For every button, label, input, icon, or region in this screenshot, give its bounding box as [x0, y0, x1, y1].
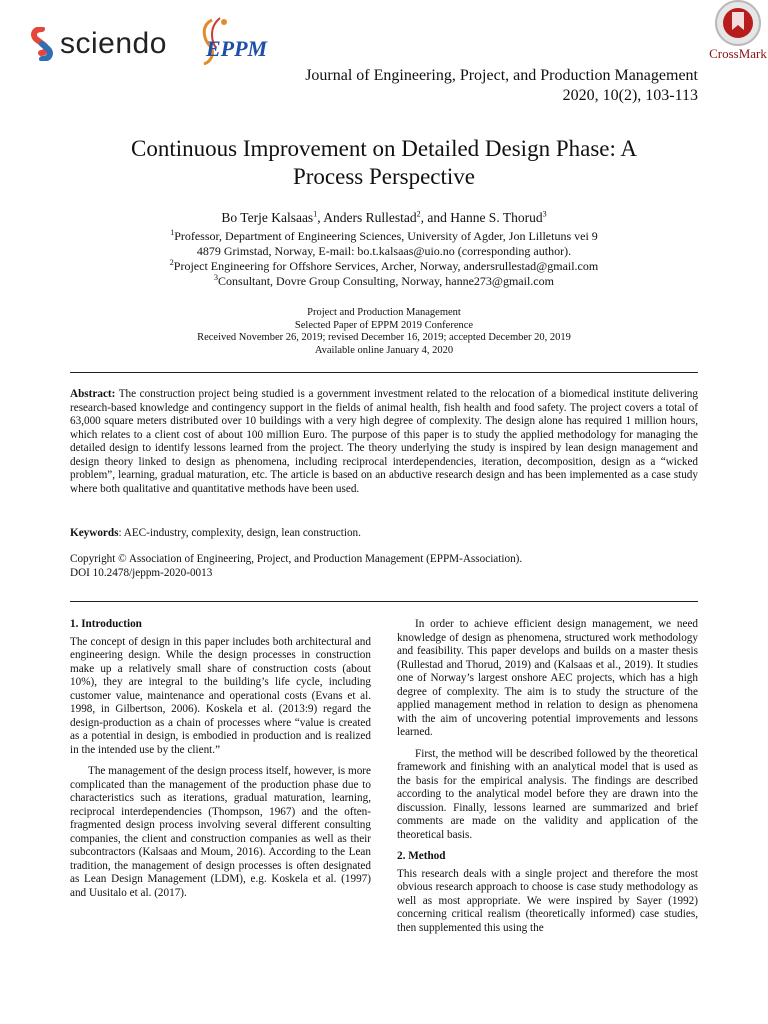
- crossmark-label: CrossMark: [709, 46, 767, 61]
- paragraph: The management of the design process itself, however, is more complicated than the management of the production phase due to characteristics such as iterations, gradual maturation, learning, reciprocal interdependencies (Thompson, 1967) and the often-fragmented design process involving several different consulting companies, the client and construction companies as well as their subcontractors (Kalsaas and Moum, 2016). According to the Lean tradition, the management of design processes is often designated as Lean Design Management (LDM), e.g. Koskela et al. (1997) and Uusitalo et al. (2017).: [70, 765, 371, 899]
- affiliation-text: Consultant, Dovre Group Consulting, Norway, hanne273@gmail.com: [218, 274, 554, 288]
- affiliation-line: [70, 259, 698, 274]
- affiliation-sup: 2: [169, 258, 174, 267]
- copyright-block: [70, 552, 698, 580]
- conference-line: Project and Production Management: [307, 307, 461, 318]
- conference-line: Received November 26, 2019; revised December 16, 2019; accepted December 20, 2019: [197, 332, 571, 344]
- eppm-logo: [190, 16, 290, 66]
- title-line-2: Process Perspective: [292, 164, 476, 189]
- abstract-text: The construction project being studied is a government investment related to the relocation of a biomedical institute delivering research-based knowledge and contingency support in the fields of animal health, fish health and food safety. The project covers a total of 63,000 square meters distributed over 10 buildings with a very high degree of complexity. The design alone has required 1 million hours, which relates to a client cost of about 100 million Euro. The purpose of this paper is to study the applied methodology for managing the detailed design to identify lessons learned from the project. The theory underlying the study is inspired by lean design management and design theory linked to design as phenomena, including reciprocal interdependencies, iteration, decomposition, design as a “wicked problem”, learning, gradual maturation, etc. The article is based on an abductive research design and has been implemented as a case study where both qualitative and quantitative methods have been used.: [70, 388, 698, 495]
- abstract-label: Abstract:: [70, 388, 116, 400]
- author-separator: ,: [317, 210, 324, 225]
- author-name: Hanne S. Thorud: [450, 210, 543, 225]
- affiliation-sup: 1: [170, 228, 175, 237]
- affiliations: [70, 229, 698, 289]
- paragraph: The concept of design in this paper includes both architectural and engineering design. While the design processes in construction make up a relatively small share of construction costs (about 10%), they are integral to the building’s life cycle, including customer value, maintenance and operational costs (Evans et al. 1998, in Gilbertson, 2006). Koskela et al. (2013:9) regard the design-production as a chain of processes where “value is created as a potential in design, is embodied in production and is realized in the intended use by the client.”: [70, 635, 371, 756]
- paragraph: This research deals with a single project and therefore the most obvious research approach to choose is case study methodology as well as most appropriate. We were inspired by Sayer (1992) concerning critical realism (theoretically informed) case studies, then supplemented this using the: [397, 867, 698, 934]
- keywords-text: : AEC-industry, complexity, design, lean construction.: [118, 527, 361, 539]
- affiliation-text: 4879 Grimstad, Norway, E-mail: bo.t.kalsaas@uio.no (corresponding author).: [196, 244, 572, 258]
- title-line-1: Continuous Improvement on Detailed Design Phase: A: [131, 136, 637, 161]
- author-name: Anders Rullestad: [323, 210, 417, 225]
- conference-line: Available online January 4, 2020: [314, 344, 454, 356]
- author-list: [70, 210, 698, 226]
- keywords: [70, 527, 698, 539]
- copyright-line: Copyright © Association of Engineering, Project, and Production Management (EPPM-Association).: [70, 553, 523, 565]
- journal-name: Journal of Engineering, Project, and Production Management: [305, 67, 698, 84]
- eppm-wordmark: EPPM: [206, 36, 268, 61]
- crossmark-icon: [708, 0, 768, 48]
- affiliation-line: [70, 244, 698, 259]
- author-separator: , and: [420, 210, 451, 225]
- conference-info: [70, 307, 698, 357]
- divider-top: [70, 372, 698, 373]
- doi-line[interactable]: DOI 10.2478/jeppm-2020-0013: [70, 567, 213, 579]
- journal-issue: 2020, 10(2), 103-113: [562, 87, 698, 104]
- section-heading-method: 2. Method: [397, 850, 446, 862]
- affiliation-line: [70, 274, 698, 289]
- abstract: [70, 388, 698, 496]
- conference-line: Selected Paper of EPPM 2019 Conference: [294, 319, 474, 331]
- affiliation-text: Project Engineering for Offshore Services, Archer, Norway, andersrullestad@gmail.com: [173, 259, 599, 273]
- right-column: [397, 618, 698, 943]
- divider-bottom: [70, 601, 698, 602]
- sciendo-logo: [30, 26, 167, 62]
- paragraph: In order to achieve efficient design management, we need knowledge of design as phenomena, structured work methodology and feasibility. This paper develops and builds on a master thesis (Rullestad and Thorud, 2019) and (Kalsaas et al., 2019). It studies one of Norway’s largest onshore AEC projects, which has a high degree of complexity. The aim is to study the structure of the applied management method in relation to design as phenomena with the aim of uncovering potential improvements and lessons learned.: [397, 618, 698, 738]
- sciendo-wordmark: sciendo: [60, 27, 167, 60]
- sciendo-mark-icon: [30, 27, 54, 61]
- author-name: Bo Terje Kalsaas: [221, 210, 314, 225]
- author-sup: 1: [313, 209, 318, 219]
- affiliation-line: [70, 229, 698, 244]
- paper-title: [70, 135, 698, 191]
- affiliation-text: Professor, Department of Engineering Sciences, University of Agder, Jon Lilletuns vei 9: [174, 229, 598, 243]
- keywords-label: Keywords: [70, 527, 119, 539]
- author-sup: 2: [416, 209, 421, 219]
- journal-citation: [305, 66, 698, 106]
- section-heading-introduction: 1. Introduction: [70, 618, 142, 630]
- paragraph: First, the method will be described followed by the theoretical framework and finishing with an analytical model that is used as the basis for the empirical analysis. The findings are described according to the analytical model before they are drawn into the discussion. Finally, lessons learned are summarized and brief comments are made on the validity and application of the theoretical basis.: [397, 747, 698, 841]
- crossmark-badge[interactable]: [708, 0, 768, 64]
- left-column: [70, 618, 371, 908]
- author-sup: 3: [542, 209, 547, 219]
- affiliation-sup: 3: [214, 273, 219, 282]
